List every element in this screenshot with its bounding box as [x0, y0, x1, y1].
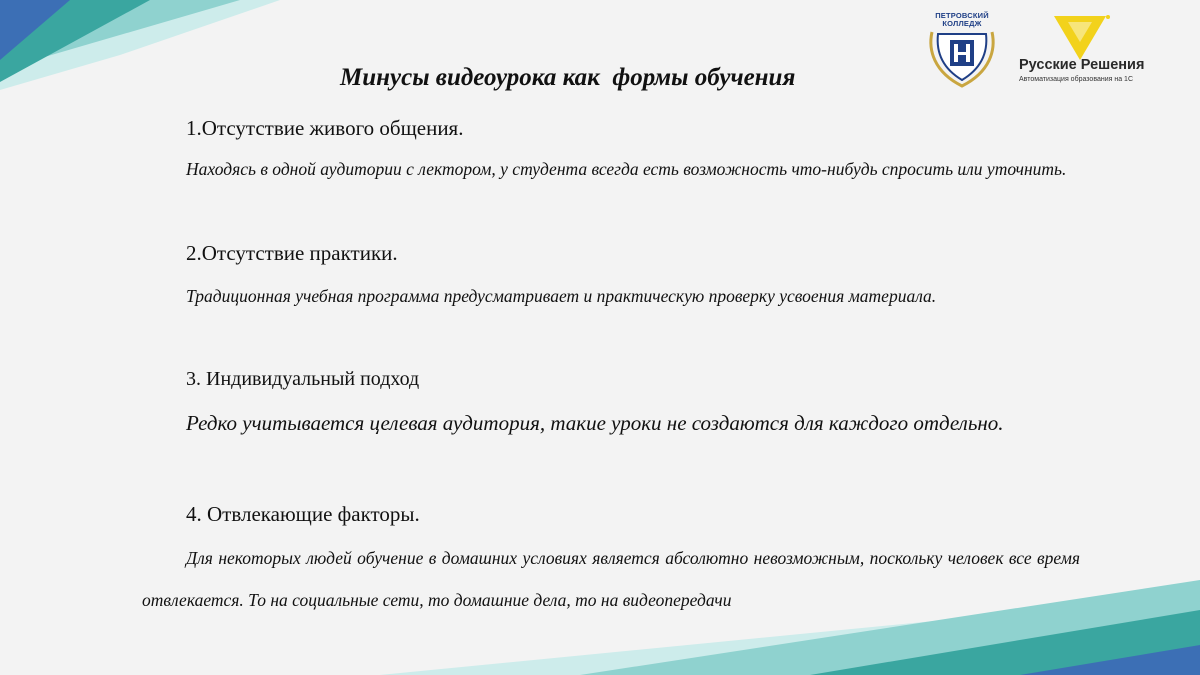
college-logo-text [932, 12, 992, 28]
slide-title: Минусы видеоурока как формы обучения [340, 64, 796, 91]
section-heading-2: 2.Отсутствие практики. [186, 241, 398, 265]
section-heading-3: 3. Индивидуальный подход [186, 368, 420, 390]
college-logo-line2: КОЛЛЕДЖ [942, 19, 982, 28]
section-heading-1: 1.Отсутствие живого общения. [186, 116, 464, 140]
section-text-3: Редко учитывается целевая аудитория, такие уроки не создаются для каждого отдельно. [186, 411, 1004, 435]
russkie-resheniya-name: Русские Решения [1019, 57, 1145, 73]
section-text-4: Для некоторых людей обучение в домашних условиях является абсолютно невозможным, поскольку человек все время отвлекается. То на социальные сети, то домашние дела, то на видеопередачи [142, 548, 1080, 610]
corner-decoration-top-left [0, 0, 280, 90]
section-heading-4: 4. Отвлекающие факторы. [186, 502, 420, 526]
college-logo-line1: ПЕТРОВСКИЙ [935, 11, 989, 20]
russkie-resheniya-subtitle: Автоматизация образования на 1С [1019, 76, 1134, 83]
section-text-1: Находясь в одной аудитории с лектором, у студента всегда есть возможность что-нибудь спросить или уточнить. [186, 159, 1067, 179]
section-text-2: Традиционная учебная программа предусматривает и практическую проверку усвоения материала. [186, 286, 937, 306]
